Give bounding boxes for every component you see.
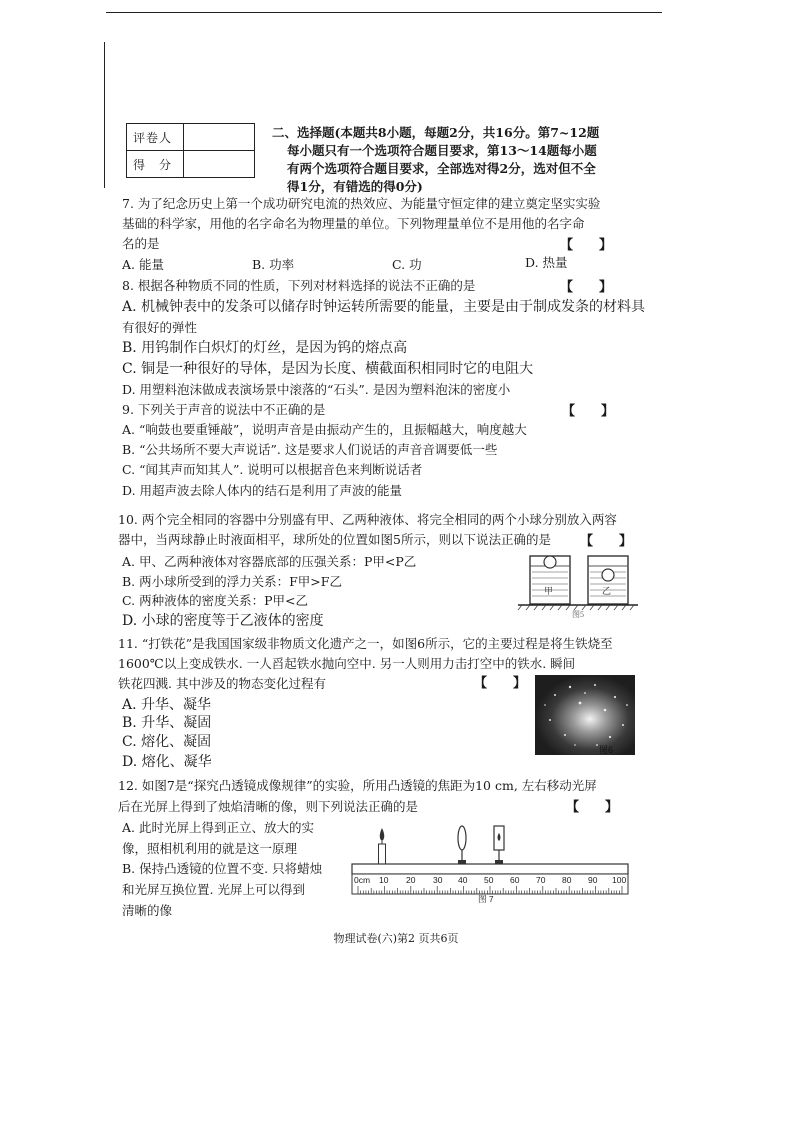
score-label: 得 分 — [127, 151, 184, 178]
q8-stem: 8. 根据各种物质不同的性质，下列对材料选择的说法不正确的是 — [122, 278, 476, 293]
q10-stem-line: 器中，当两球静止时液面相平，球所处的位置如图5所示，则以下说法正确的是 — [118, 532, 551, 547]
q12-option-b-cont: 清晰的像 — [122, 903, 173, 918]
candle — [379, 828, 386, 864]
q11-option-c: C. 熔化、凝固 — [122, 734, 212, 750]
q12-option-b: B. 保持凸透镜的位置不变. 只将蜡烛 — [122, 861, 323, 876]
tick-label: 90 — [588, 875, 598, 885]
q9-stem: 9. 下列关于声音的说法中不正确的是 — [122, 402, 326, 417]
ruler-unit: 0cm — [354, 875, 371, 885]
q7-answer-bracket[interactable]: 【 】 — [560, 238, 613, 253]
grader-field[interactable] — [184, 124, 255, 151]
q12-answer-bracket[interactable]: 【 】 — [566, 800, 619, 815]
q12-stem-line: 后在光屏上得到了烛焰清晰的像，则下列说法正确的是 — [118, 799, 419, 814]
q9-option-c: C. “闻其声而知其人”. 说明可以根据音色来判断说话者 — [122, 462, 423, 477]
q8-option-b: B. 用钨制作白炽灯的灯丝，是因为钨的熔点高 — [122, 340, 408, 356]
q9-option-b: B. “公共场所不要大声说话”. 这是要求人们说话的声音音调要低一些 — [122, 442, 498, 457]
figure-7-optical-bench — [350, 822, 632, 904]
grader-table — [126, 123, 255, 178]
ball-left — [544, 556, 556, 568]
tick-label: 60 — [510, 875, 520, 885]
figure-6-caption: 图6 — [599, 745, 614, 755]
tick-label: 40 — [458, 875, 468, 885]
label-yi: 乙 — [602, 586, 612, 596]
q7-option-b: B. 功率 — [252, 257, 295, 272]
section-title-line: 得1分，有错选的得0分) — [287, 179, 423, 194]
section-title-line: 每小题只有一个选项符合题目要求，第13～14题每小题 — [287, 143, 597, 158]
tick-label: 30 — [433, 875, 443, 885]
figure-6-photo — [535, 675, 635, 755]
light-screen — [494, 826, 504, 864]
tick-label: 80 — [562, 875, 572, 885]
convex-lens — [458, 826, 466, 864]
q11-stem-line: 11. “打铁花”是我国国家级非物质文化遗产之一，如图6所示，它的主要过程是将生铁烧至 — [118, 636, 613, 651]
q11-option-a: A. 升华、凝华 — [122, 697, 212, 713]
label-jia: 甲 — [544, 586, 554, 596]
tick-label: 70 — [536, 875, 546, 885]
section-title-line: 有两个选项符合题目要求，全部选对得2分，选对但不全 — [287, 161, 596, 176]
q7-stem-line: 7. 为了纪念历史上第一个成功研究电流的热效应、为能量守恒定律的建立奠定坚实实验 — [122, 196, 601, 211]
q12-option-a-cont: 像，照相机利用的就是这一原理 — [122, 841, 298, 856]
q7-option-c: C. 功 — [392, 257, 422, 272]
q8-answer-bracket[interactable]: 【 】 — [560, 280, 613, 295]
ball-right — [602, 569, 614, 581]
q11-option-d: D. 熔化、凝华 — [122, 754, 212, 770]
bench-rail — [352, 864, 628, 874]
grader-label: 评卷人 — [127, 124, 184, 151]
q8-option-d: D. 用塑料泡沫做成表演场景中滚落的“石头”. 是因为塑料泡沫的密度小 — [122, 382, 511, 397]
q8-option-c: C. 铜是一种很好的导体，是因为长度、横截面积相同时它的电阻大 — [122, 361, 534, 377]
q10-stem-line: 10. 两个完全相同的容器中分别盛有甲、乙两种液体、将完全相同的两个小球分别放入两容 — [118, 512, 617, 527]
q9-option-d: D. 用超声波去除人体内的结石是利用了声波的能量 — [122, 483, 403, 498]
q7-option-d: D. 热量 — [525, 255, 568, 270]
section-title — [272, 124, 652, 196]
q11-stem-line: 1600℃以上变成铁水. 一人舀起铁水抛向空中. 另一人则用力击打空中的铁水. 瞬间 — [118, 656, 576, 671]
q10-option-b: B. 两小球所受到的浮力关系：F甲>F乙 — [122, 574, 342, 589]
page-footer: 物理试卷(六)第2 页共6页 — [333, 932, 459, 945]
q8-option-a-cont: 有很好的弹性 — [122, 320, 198, 335]
q7-option-a: A. 能量 — [122, 257, 164, 272]
q12-stem-line: 12. 如图7是“探究凸透镜成像规律”的实验，所用凸透镜的焦距为10 cm, 左右移动光屏 — [118, 778, 597, 793]
q12-option-a: A. 此时光屏上得到正立、放大的实 — [122, 820, 314, 835]
q10-option-a: A. 甲、乙两种液体对容器底部的压强关系：P甲<P乙 — [122, 554, 417, 569]
q11-option-b: B. 升华、凝固 — [122, 715, 212, 731]
tick-label: 100 — [612, 875, 627, 885]
binding-rule — [104, 42, 105, 188]
figure-7-caption: 图 7 — [478, 894, 494, 904]
score-field[interactable] — [184, 151, 255, 178]
q7-stem-line: 名的是 — [122, 236, 160, 251]
q10-option-d: D. 小球的密度等于乙液体的密度 — [122, 613, 324, 629]
q8-option-a: A. 机械钟表中的发条可以储存时钟运转所需要的能量，主要是由于制成发条的材料具 — [122, 299, 646, 315]
tick-label: 50 — [484, 875, 494, 885]
q11-answer-bracket[interactable]: 【 】 — [474, 676, 527, 691]
q10-answer-bracket[interactable]: 【 】 — [580, 534, 633, 549]
q10-option-c: C. 两种液体的密度关系：P甲<乙 — [122, 593, 308, 608]
q11-stem-line: 铁花四溅. 其中涉及的物态变化过程有 — [118, 676, 326, 691]
figure-5 — [516, 552, 642, 618]
q12-option-b-cont: 和光屏互换位置. 光屏上可以得到 — [122, 882, 305, 897]
q9-option-a: A. “响鼓也要重锤敲”，说明声音是由振动产生的，且振幅越大，响度越大 — [122, 422, 527, 437]
q9-answer-bracket[interactable]: 【 】 — [562, 404, 615, 419]
tick-label: 20 — [406, 875, 416, 885]
tick-label: 10 — [379, 875, 389, 885]
section-title-line: 二、选择题(本题共8小题，每题2分，共16分。第7~12题 — [272, 125, 600, 140]
top-rule — [106, 12, 662, 13]
figure-5-caption: 图5 — [572, 610, 584, 618]
q7-stem-line: 基础的科学家，用他的名字命名为物理量的单位。下列物理量单位不是用他的名字命 — [122, 216, 585, 231]
